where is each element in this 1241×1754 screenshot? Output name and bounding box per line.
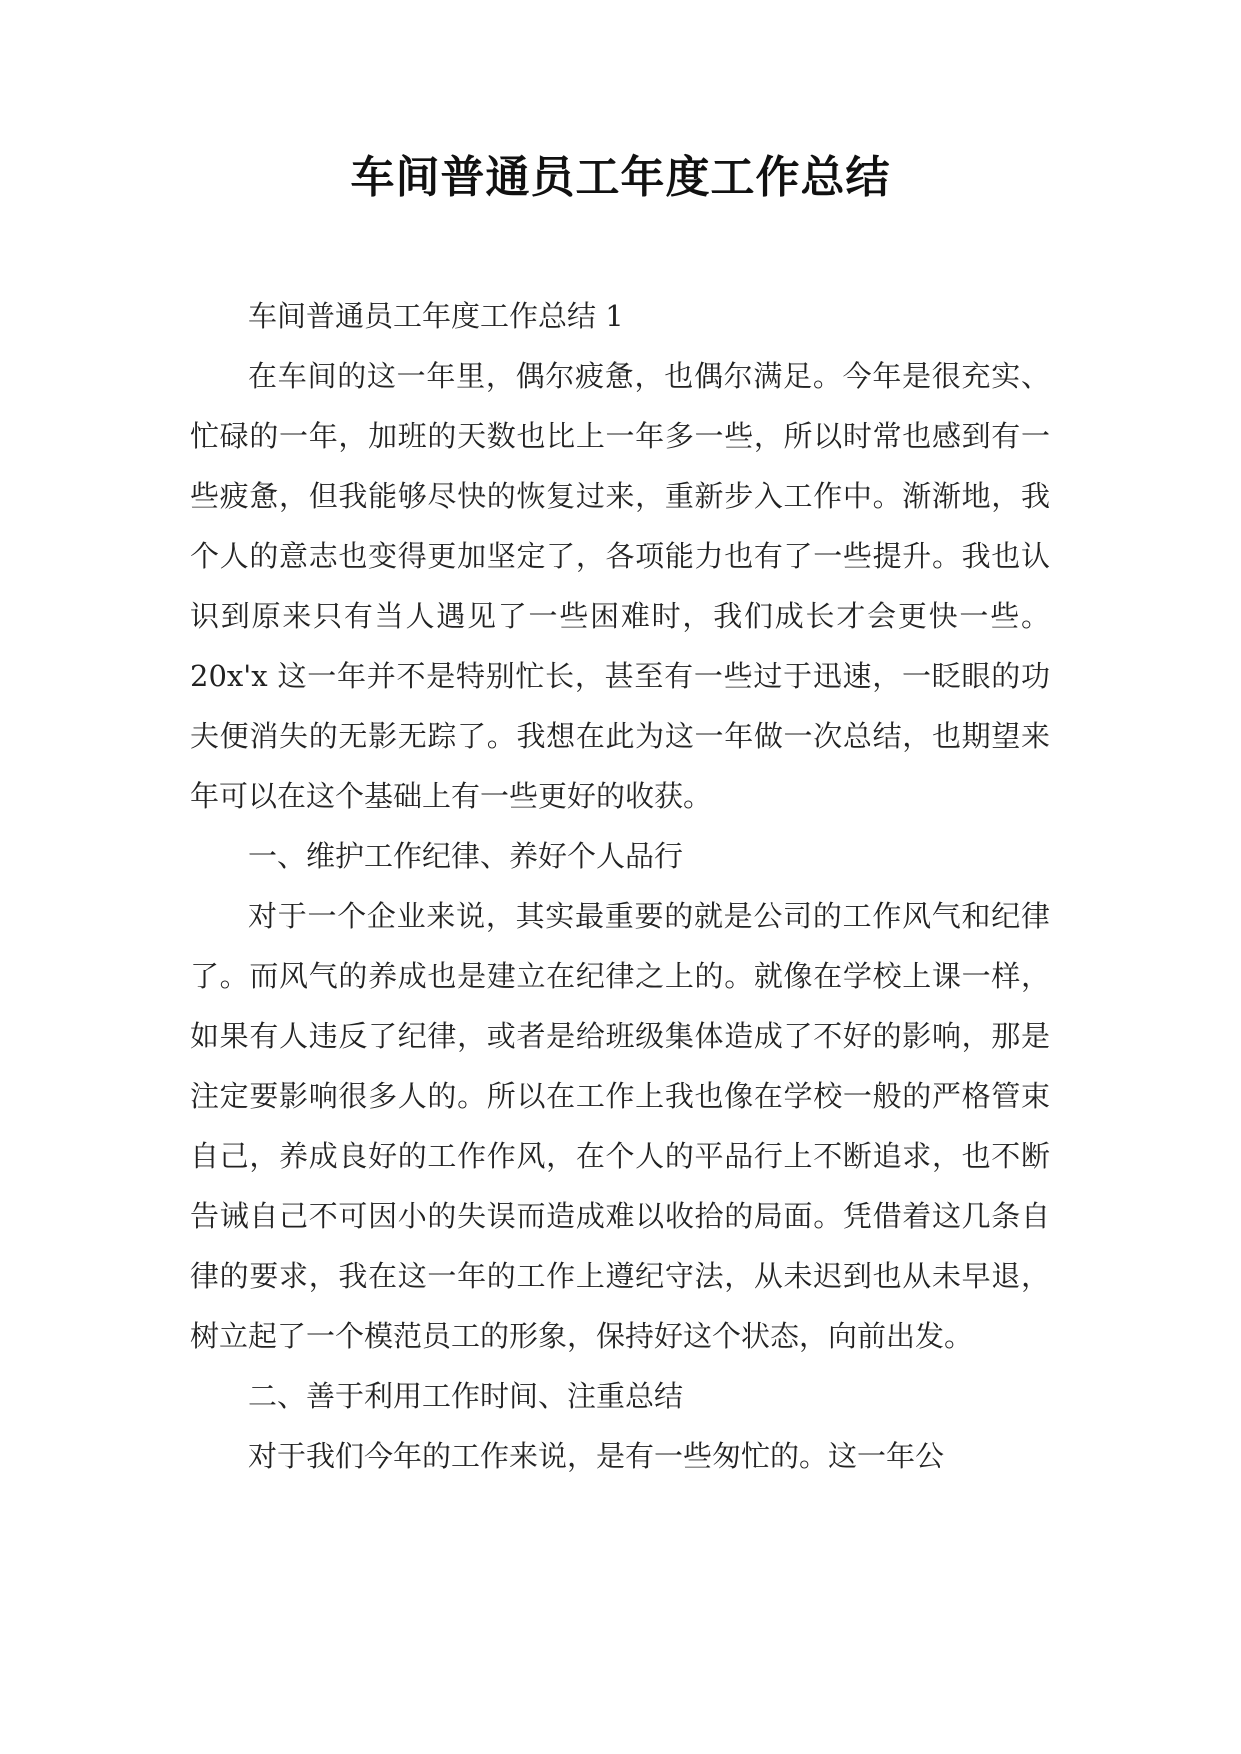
body-paragraph: 在车间的这一年里，偶尔疲惫，也偶尔满足。今年是很充实、忙碌的一年，加班的天数也比上一年多一些，所以时常也感到有一些疲惫，但我能够尽快的恢复过来，重新步入工作中。渐渐地，我个人的意志也变得更加坚定了，各项能力也有了一些提升。我也认识到原来只有当人遇见了一些困难时，我们成长才会更快一些。20x'x 这一年并不是特别忙长，甚至有一些过于迅速，一眨眼的功夫便消失的无影无踪了。我想在此为这一年做一次总结，也期望来年可以在这个基础上有一些更好的收获。 [190, 359, 1050, 813]
body-paragraph: 对于一个企业来说，其实最重要的就是公司的工作风气和纪律了。而风气的养成也是建立在纪律之上的。就像在学校上课一样，如果有人违反了纪律，或者是给班级集体造成了不好的影响，那是注定要影响很多人的。所以在工作上我也像在学校一般的严格管束自己，养成良好的工作作风，在个人的平品行上不断追求，也不断告诫自己不可因小的失误而造成难以收拾的局面。凭借着这几条自律的要求，我在这一年的工作上遵纪守法，从未迟到也从未早退，树立起了一个模范员工的形象，保持好这个状态，向前出发。 [190, 899, 1050, 1353]
body-paragraph: 对于我们今年的工作来说，是有一些匆忙的。这一年公 [248, 1439, 945, 1473]
section-heading: 二、善于利用工作时间、注重总结 [248, 1379, 684, 1413]
document-body [190, 286, 1050, 1486]
section-heading: 一、维护工作纪律、养好个人品行 [248, 839, 684, 873]
subtitle-paragraph: 车间普通员工年度工作总结 1 [248, 299, 624, 333]
document-title: 车间普通员工年度工作总结 [350, 152, 891, 203]
